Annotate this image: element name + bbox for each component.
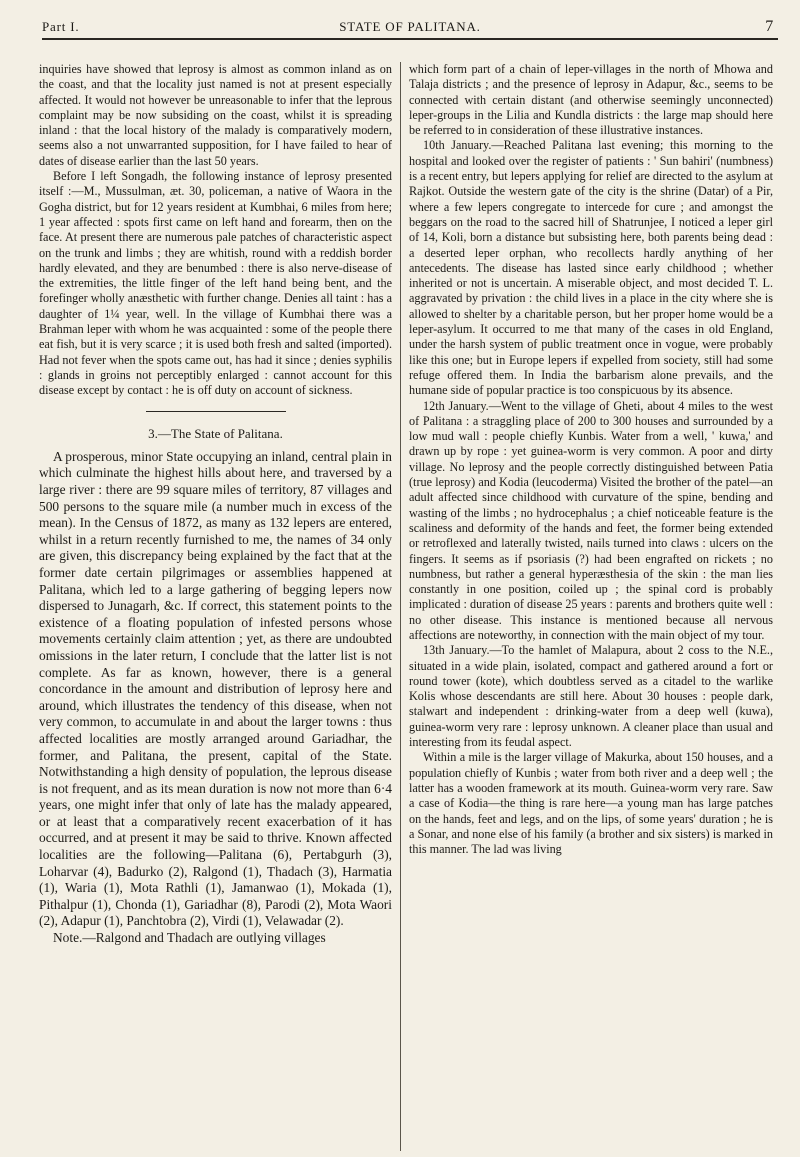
paragraph: inquiries have showed that leprosy is almost as common inland as on the coast, and that the locality just named is not at present especially affected. It would not however be unreasonable to infer that the leprous complaint may be now subsiding on the coast, whilst it is spreading inland : that the local history of the malady is comparatively modern, seems also a not unwarranted supposition, for I have failed to hear of dates of disease earlier than the last 50 years. [39,62,392,168]
paragraph: 12th January.—Went to the village of Gheti, about 4 miles to the west of Palitana : a straggling place of 200 to 300 houses and surrounded by a low mud wall : people chiefly Kunbis. Water from a well, ' kuwa,' and drawn up by rope : yet guinea-worm is very common. A poor and dirty village. No leprosy and the people correctly distinguished between Patia (true leprosy) and Kodia (leucoderma) Visited the brother of the patel—an adult affected since childhood with curvature of the spine, bending and wasting of the limbs ; no hydrocephalus ; a chief noticeable feature is the scaliness and deformity of the hands and feet, the former being extended or retroflexed and laterally twisted, nails turned into claws : ulcers on the fingers. It seems as if psoriasis (?) had been engrafted on rickets ; no numbness, but rather a general hyperæsthesia of the skin : the man lies constantly in one position, coiled up ; the spinal cord is probably implicated : duration of disease 25 years : parents and brothers quite well : no other disease. This instance is mentioned because all nervous affections are noteworthy, in connection with the main object of my tour. [409,398,773,642]
paragraph: Note.—Ralgond and Thadach are outlying villages [53,930,326,946]
paragraph: A prosperous, minor State occupying an inland, central plain in which culminate the highest hills about here, and traversed by a large river : there are 99 square miles of territory, 87 villages and 500 persons to the square mile (a number much in excess of the mean). In the Census of 1872, as many as 132 lepers are entered, whilst in a return recently furnished to me, the names of 34 only are given, this discrepancy being explained by the fact that at the former date certain pilgrimages or assemblies happened at Palitana, which led to a large gathering of begging lepers now dispersed to Junagarh, &c. If correct, this statement points to the existence of a floating population of infested persons whose movements certainly claim attention ; yet, as there are undoubted omissions in the later return, I conclude that the latter list is not complete. As far as known, however, there is a general concordance in the amount and distribution of leprosy here and around, which illustrates the tendency of this disease, when not very common, to accumulate in and about the larger towns : thus affected localities are mostly arranged around Gariadhar, the former, and Palitana, the present, capital of the State. Notwithstanding a high density of population, the leprous disease is not frequent, and as its mean duration is now not more than 6·4 years, one might infer that only of late has the malady appeared, or at least that a comparatively recent exacerbation of it has occurred, and at present it may be said to thrive. Known affected localities are the following—Palitana (6), Pertabgurh (3), Loharvar (4), Badurko (2), Ralgond (1), Thadach (3), Harmatia (1), Waria (1), Mota Rathli (1), Jamanwao (1), Mokada (1), Pithalpur (1), Chonda (1), Gariadhar (8), Parodi (2), Mota Waori (2), Adapur (1), Panchtobra (2), Virdi (1), Velawadar (2). [39,448,392,929]
left-column [39,62,392,1151]
running-header [42,14,778,40]
paragraph: which form part of a chain of leper-villages in the north of Mhowa and Talaja districts ; and the presence of leprosy in Adapur, &c., seems to be connected with certain distant (and otherwise seemingly unconnected) leper-groups in the Lilia and Kundla districts : the large map should here be referred to in consideration of these illustrative instances. [409,62,773,138]
part-label: Part I. [42,19,80,34]
page-number: 7 [765,18,774,35]
right-column [409,62,773,1151]
paragraph: Before I left Songadh, the following instance of leprosy presented itself :—M., Mussulman, æt. 30, policeman, a native of Waora in the Gogha district, but for 12 years resident at Kumbhai, 6 miles from here; 1 year affected : spots first came on left hand and forearm, then on the face. At present there are numerous pale patches of characteristic aspect on the trunk and limbs ; they are whitish, round with a reddish border hardly elevated, and they are benumbed : there is also nerve-disease of the extremities, the little finger of the left hand being bent, and the forefinger wholly anæsthetic with further change. Denies all taint : has a daughter of 1¼ year, well. In the village of Kumbhai there was a Brahman leper with whom he was acquainted : some of the people there eat fish, but it is very scarce ; it is used both fresh and salted (imported). Had not fever when the spots came out, has had it since ; denies syphilis : glands in groins not perceptibly enlarged : cannot account for this disease except by contact : he is off duty on account of sickness. [39,169,392,398]
paragraph: 10th January.—Reached Palitana last evening; this morning to the hospital and looked over the register of patients : ' Sun bahiri' (numbness) is a recent entry, but lepers applying for relief are directed to the asylum at Rajkot. Outside the western gate of the city is the shrine (Datar) of a Pir, where a few lepers congregate to intercede for cure ; and amongst the beggars on the road to the sacred hill of Shatrunjee, I noticed a leper girl of 14, Koli, born a distance but subsisting here, both parents being dead : a deserted leper orphan, who recollects hardly anything of her antecedents. The disease has lasted since early childhood ; whether inherited or not is uncertain. A miserable object, and most decided T. L. aggravated by privation : the child lives in a place in the city where she is allowed to shelter by a charitable person, but her proper home would be a leper-asylum. It occurred to me that many of the cases in old England, under the harsh system of public treatment once in vogue, were probably like this one; but in Europe lepers if expelled from society, still had some refuge offered them. In India the barbarism alone prevails, and the humane side of popular practice is too conspicuous by its absence. [409,138,773,398]
paragraph: Within a mile is the larger village of Makurka, about 150 houses, and a population chiefly of Kunbis ; water from both river and a deep well ; the latter has a wooden framework at its mouth. Guinea-worm very rare. Saw a case of Kodia—the thing is rare here—a young man has large patches on the hands, feet and legs, and on the lips, of some years' duration ; he is a Sonar, and none else of his family (a brother and six sisters) is marked in this manner. The lad was living [409,750,773,857]
section-divider [146,411,286,412]
paragraph: 13th January.—To the hamlet of Malapura, about 2 coss to the N.E., situated in a wide plain, isolated, compact and gathered around a fort or round tower (kote), which doubtless served as a citadel to the warlike Kolis whose descendants are still here. About 30 houses : people dark, stalwart and independent : drinking-water from a deep well (kuwa), guinea-worm very rare : leprosy unknown. A cleaner place than usual and interesting from its feudal aspect. [409,643,773,750]
page-title: STATE OF PALITANA. [339,19,481,34]
column-divider [400,62,401,1151]
section-heading: 3.—The State of Palitana. [148,425,283,441]
